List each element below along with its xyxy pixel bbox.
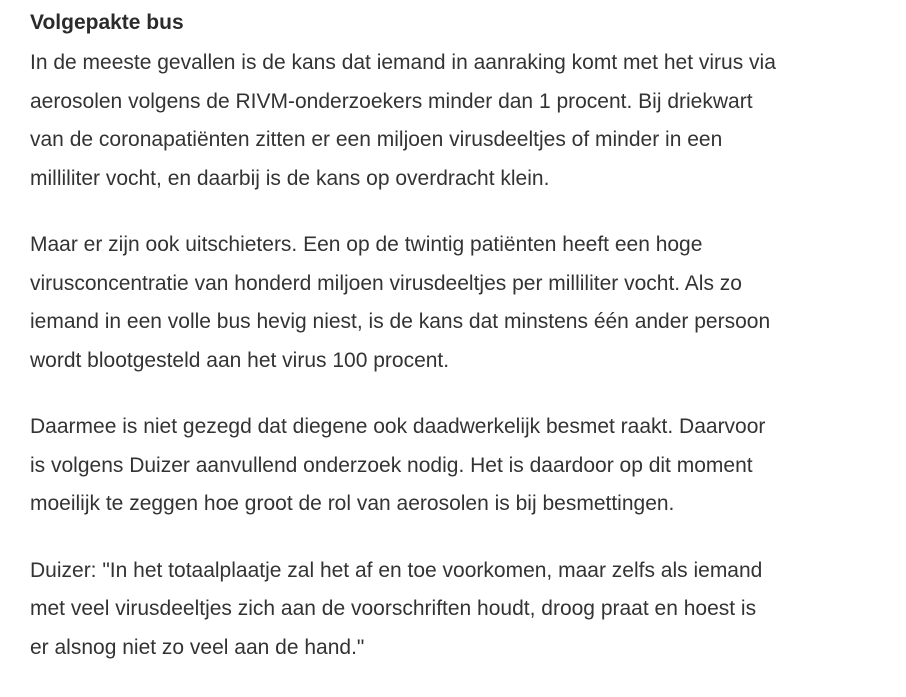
- paragraph-3: [30, 408, 890, 524]
- paragraph-1: [30, 44, 890, 198]
- paragraph-line: Duizer: "In het totaalplaatje zal het af en toe voorkomen, maar zelfs als iemand: [30, 558, 763, 582]
- section-heading: Volgepakte bus: [30, 11, 184, 34]
- paragraph-line: van de coronapatiënten zitten er een miljoen virusdeeltjes of minder in een: [30, 128, 723, 151]
- paragraph-line: is volgens Duizer aanvullend onderzoek nodig. Het is daardoor op dit moment: [30, 453, 753, 477]
- paragraph-line: aerosolen volgens de RIVM-onderzoekers minder dan 1 procent. Bij driekwart: [30, 89, 753, 113]
- paragraph-2: [30, 226, 890, 380]
- paragraph-line: virusconcentratie van honderd miljoen virusdeeltjes per milliliter vocht. Als zo: [30, 271, 742, 295]
- paragraph-line: In de meeste gevallen is de kans dat iemand in aanraking komt met het virus via: [30, 51, 776, 74]
- paragraph-4: [30, 552, 890, 668]
- paragraph-line: er alsnog niet zo veel aan de hand.": [30, 635, 365, 659]
- article-body: [30, 6, 890, 695]
- paragraph-line: iemand in een volle bus hevig niest, is de kans dat minstens één ander persoon: [30, 310, 771, 333]
- paragraph-line: moeilijk te zeggen hoe groot de rol van aerosolen is bij besmettingen.: [30, 492, 675, 515]
- paragraph-line: met veel virusdeeltjes zich aan de voorschriften houdt, droog praat en hoest is: [30, 597, 757, 620]
- paragraph-line: wordt blootgesteld aan het virus 100 procent.: [30, 348, 450, 372]
- paragraph-line: Maar er zijn ook uitschieters. Een op de twintig patiënten heeft een hoge: [30, 233, 703, 256]
- paragraph-line: milliliter vocht, en daarbij is de kans op overdracht klein.: [30, 166, 550, 190]
- paragraph-line: Daarmee is niet gezegd dat diegene ook daadwerkelijk besmet raakt. Daarvoor: [30, 415, 766, 438]
